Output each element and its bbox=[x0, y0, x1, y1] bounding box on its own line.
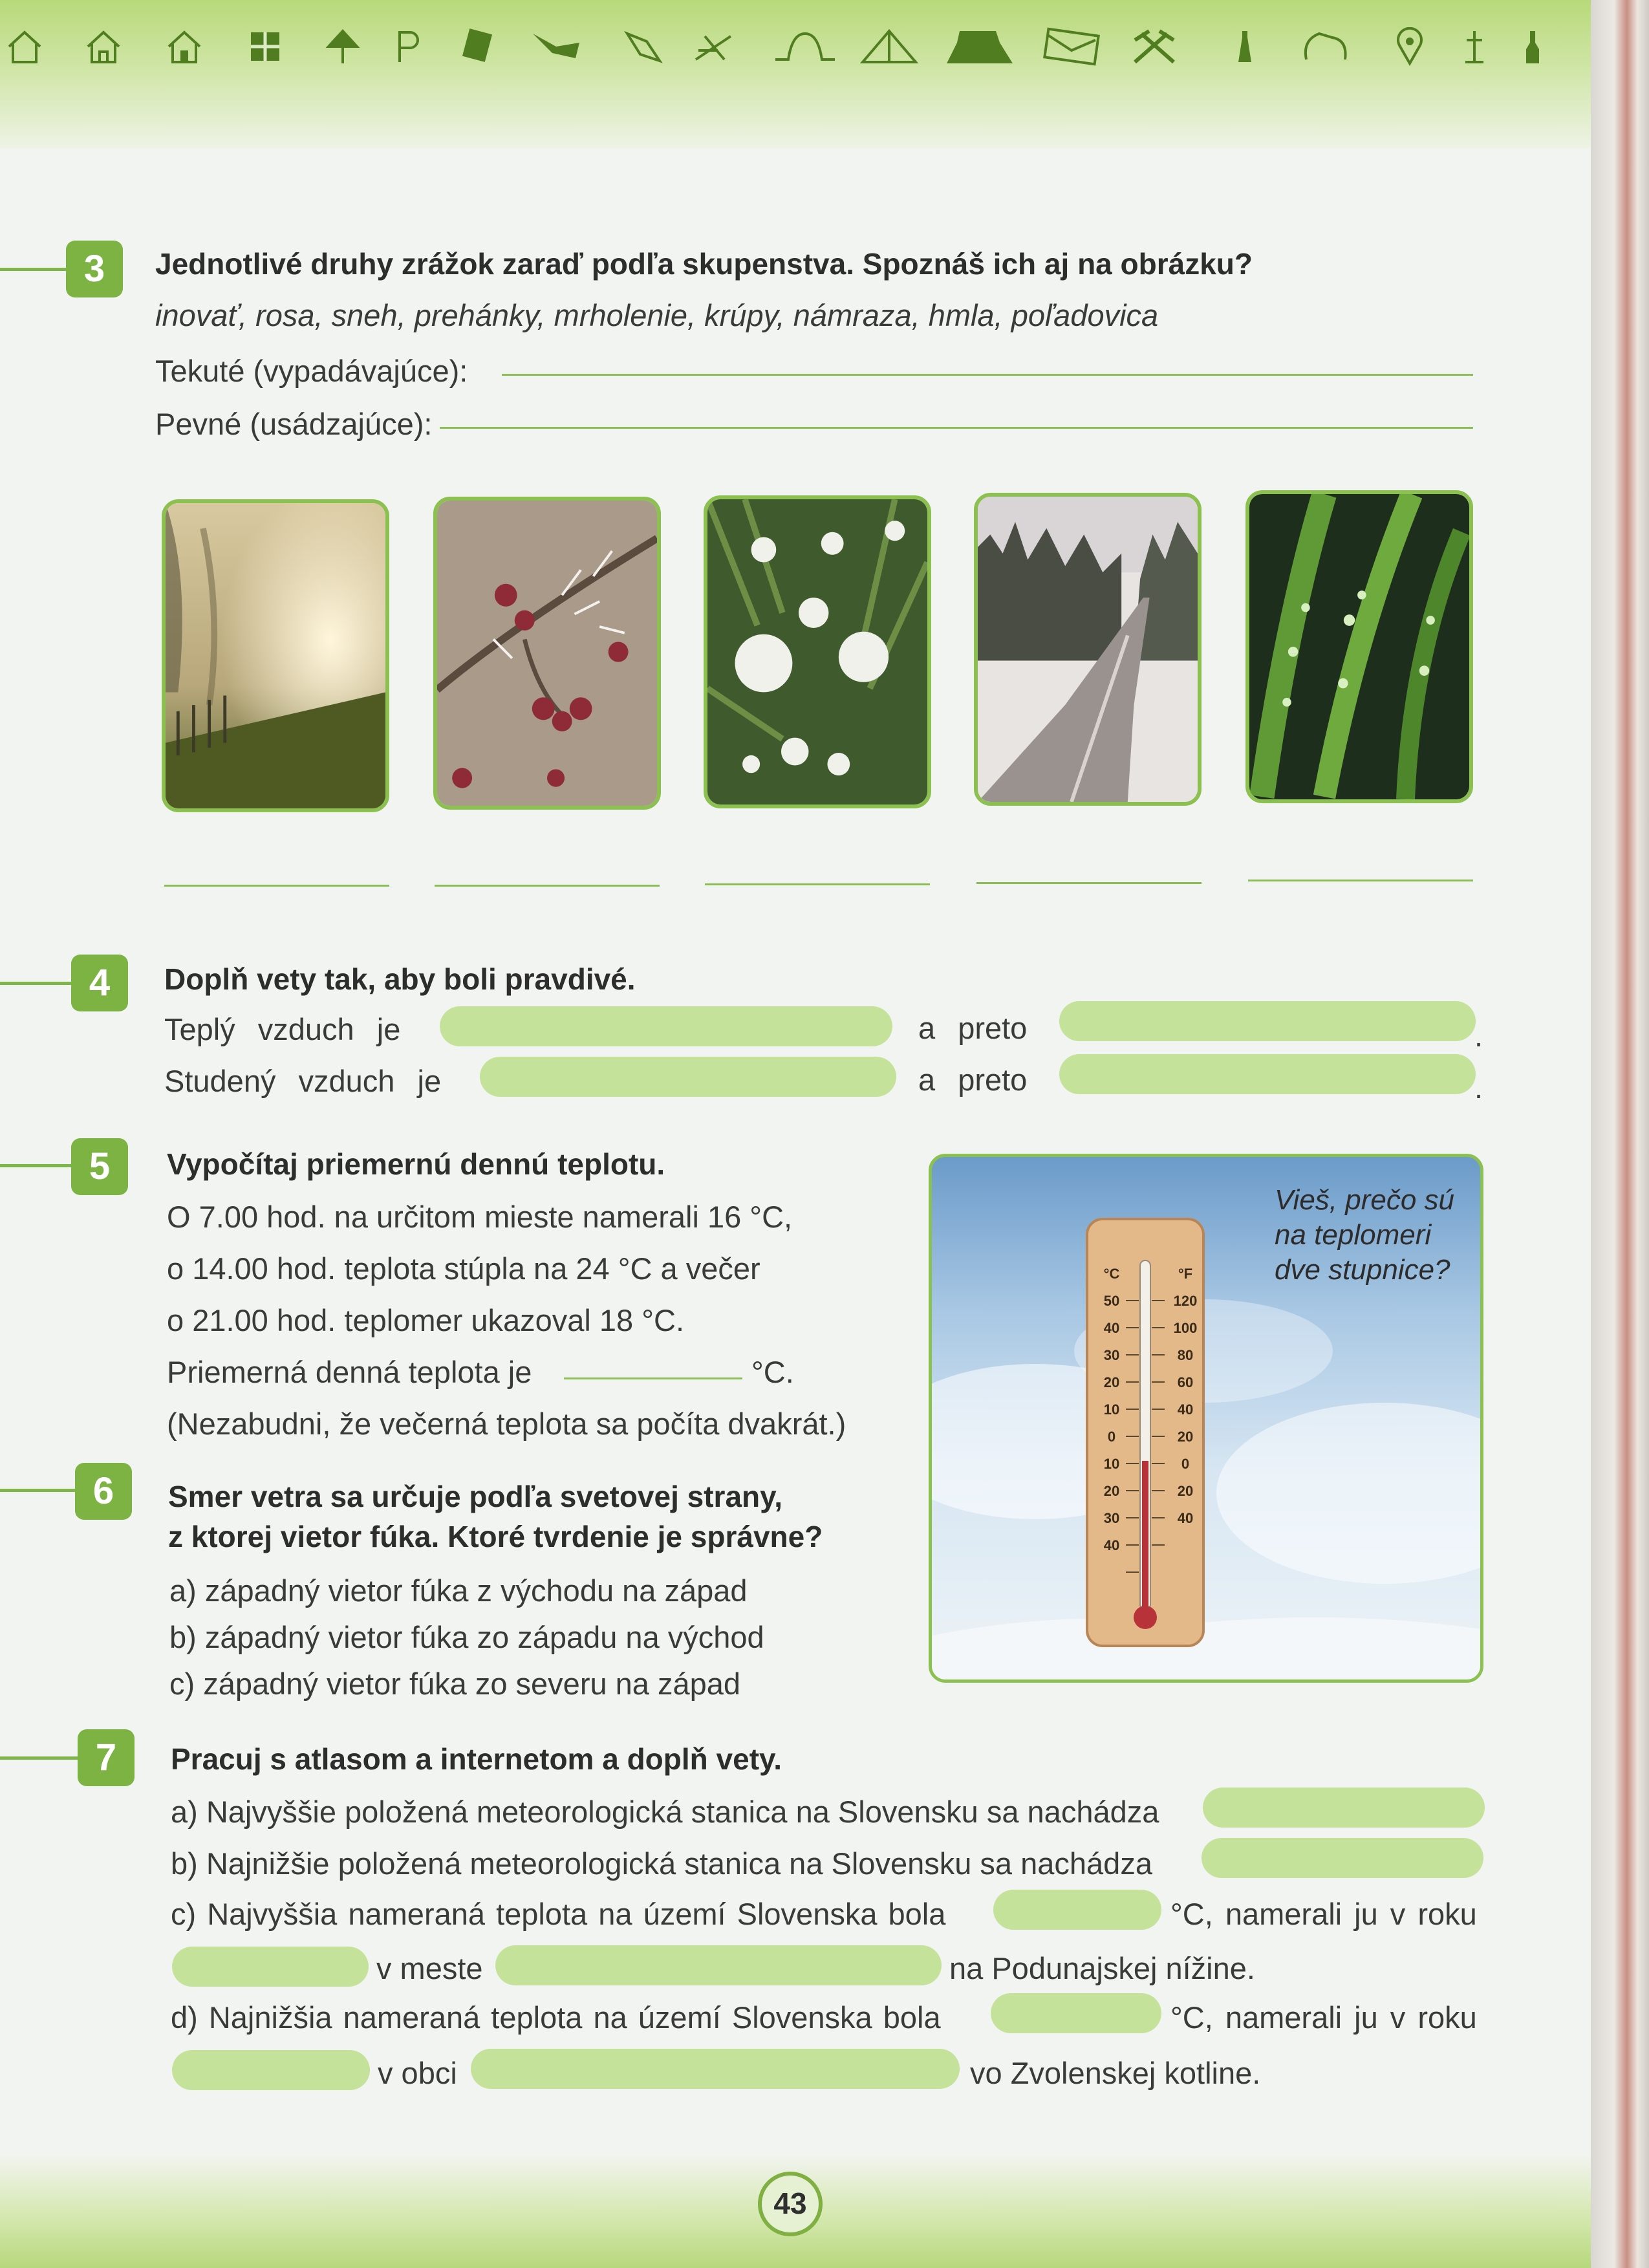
exercise-7-rule bbox=[0, 1756, 83, 1760]
fahrenheit-scale bbox=[1167, 1260, 1203, 1532]
hill-icon bbox=[773, 27, 837, 66]
photo-3-answer-line[interactable] bbox=[705, 883, 930, 885]
average-temp-answer-line[interactable] bbox=[564, 1377, 742, 1379]
fahrenheit-scale-label: 80 bbox=[1177, 1347, 1194, 1363]
thermometer-question bbox=[1275, 1183, 1454, 1288]
church-icon bbox=[621, 27, 666, 66]
warm-air-label: Teplý vzduch je bbox=[164, 1012, 401, 1046]
photo-4-answer-line[interactable] bbox=[976, 882, 1202, 884]
celsius-scale-label: 30 bbox=[1103, 1347, 1120, 1363]
solid-answer-line[interactable] bbox=[440, 427, 1473, 429]
exercise-5-rule bbox=[0, 1164, 78, 1167]
snow-road-photo bbox=[974, 493, 1202, 806]
header-band bbox=[0, 0, 1591, 149]
exercise-6-badge: 6 bbox=[75, 1463, 132, 1520]
exercise-5-line-2: o 14.00 hod. teplota stúpla na 24 °C a večer bbox=[167, 1251, 760, 1286]
celsius-scale-label: 40 bbox=[1103, 1320, 1120, 1336]
exercise-5-badge: 5 bbox=[71, 1138, 128, 1195]
max-temp-city-label: v meste bbox=[376, 1951, 483, 1985]
line2-period: . bbox=[1474, 1070, 1483, 1105]
solid-label: Pevné (usádzajúce): bbox=[155, 407, 433, 441]
celsius-scale-label: 10 bbox=[1103, 1401, 1120, 1418]
exercise-3-word-list: inovať, rosa, sneh, prehánky, mrholenie, krúpy, námraza, hmla, poľadovica bbox=[155, 298, 1159, 332]
celsius-scale-label: 30 bbox=[1103, 1510, 1120, 1526]
exercise-3-title: Jednotlivé druhy zrážok zaraď podľa skupenstva. Spoznáš ich aj na obrázku? bbox=[155, 247, 1253, 281]
photo-1-answer-line[interactable] bbox=[164, 885, 389, 887]
question-line-3: dve stupnice? bbox=[1275, 1254, 1450, 1286]
house-icon bbox=[5, 27, 44, 66]
parking-icon bbox=[388, 27, 427, 66]
line1-period: . bbox=[1474, 1019, 1483, 1053]
exercise-3-badge: 3 bbox=[66, 241, 123, 297]
celsius-scale-label: 40 bbox=[1103, 1537, 1120, 1553]
envelope-icon bbox=[1042, 27, 1101, 66]
exercise-4-title: Doplň vety tak, aby boli pravdivé. bbox=[164, 962, 636, 996]
option-a[interactable]: a) západný vietor fúka z východu na západ bbox=[169, 1573, 748, 1608]
fahrenheit-scale-label: 0 bbox=[1181, 1456, 1190, 1472]
photo-2-answer-line[interactable] bbox=[435, 885, 660, 887]
hammers-icon bbox=[1128, 27, 1180, 66]
min-temp-village-label: v obci bbox=[378, 2056, 457, 2090]
page-edge bbox=[1591, 0, 1649, 2268]
exercise-7-a: a) Najvyššie položená meteorologická stanica na Slovensku sa nachádza bbox=[171, 1795, 1159, 1829]
question-line-1: Vieš, prečo sú bbox=[1275, 1184, 1455, 1216]
celsius-scale-label: °C bbox=[1103, 1266, 1120, 1282]
exercise-5-hint: (Nezabudni, že večerná teplota sa počíta dvakrát.) bbox=[167, 1407, 846, 1441]
liquid-answer-line[interactable] bbox=[502, 374, 1473, 376]
exercise-7-b: b) Najnižšie položená meteorologická stanica na Slovensku sa nachádza bbox=[171, 1846, 1152, 1881]
tent-icon bbox=[860, 27, 918, 66]
average-temp-unit: °C. bbox=[751, 1355, 794, 1389]
exercise-3-rule bbox=[0, 268, 72, 271]
exercise-7-d: d) Najnižšia nameraná teplota na území Slovenska bola bbox=[171, 2000, 941, 2035]
exercise-5-line-3: o 21.00 hod. teplomer ukazoval 18 °C. bbox=[167, 1303, 685, 1337]
highest-station-field[interactable] bbox=[1203, 1787, 1485, 1828]
exercise-6-title-line-1: Smer vetra sa určuje podľa svetovej strany, bbox=[168, 1480, 783, 1513]
min-temp-field[interactable] bbox=[991, 1993, 1161, 2033]
cold-air-label: Studený vzduch je bbox=[164, 1064, 442, 1098]
exercise-7-badge: 7 bbox=[78, 1729, 135, 1786]
min-temp-village-field[interactable] bbox=[471, 2049, 960, 2089]
map-icon bbox=[1300, 27, 1352, 66]
house-icon bbox=[84, 27, 123, 66]
average-temp-label: Priemerná denná teplota je bbox=[167, 1355, 532, 1389]
min-temp-region: vo Zvolenskej kotline. bbox=[970, 2056, 1261, 2090]
min-temp-year-field[interactable] bbox=[172, 2050, 370, 2090]
exercise-7-title: Pracuj s atlasom a internetom a doplň vety. bbox=[171, 1742, 782, 1776]
cross-icon bbox=[1455, 27, 1494, 66]
window-icon bbox=[246, 27, 285, 66]
fahrenheit-scale-label: 100 bbox=[1173, 1320, 1198, 1336]
fahrenheit-scale-label: 60 bbox=[1177, 1374, 1194, 1390]
fahrenheit-scale-label: 120 bbox=[1173, 1293, 1198, 1309]
photo-5-answer-line[interactable] bbox=[1248, 880, 1473, 881]
option-b[interactable]: b) západný vietor fúka zo západu na východ bbox=[169, 1620, 764, 1654]
warm-air-connector: a preto bbox=[918, 1011, 1028, 1045]
exercise-4-badge: 4 bbox=[71, 955, 128, 1011]
exercise-4-rule bbox=[0, 982, 78, 985]
exercise-6-title-line-2: z ktorej vietor fúka. Ktoré tvrdenie je správne? bbox=[168, 1520, 823, 1553]
fog-photo bbox=[162, 499, 389, 812]
hail-photo bbox=[704, 495, 931, 808]
thermometer-image bbox=[929, 1154, 1483, 1683]
hoarfrost-photo bbox=[433, 497, 661, 810]
celsius-scale-label: 0 bbox=[1107, 1429, 1116, 1445]
grave-icon bbox=[692, 27, 737, 66]
lowest-station-field[interactable] bbox=[1202, 1838, 1483, 1878]
icon-strip bbox=[0, 19, 1565, 84]
dew-photo bbox=[1245, 490, 1473, 803]
min-temp-unit: °C, namerali ju v roku bbox=[1170, 2000, 1477, 2035]
option-c[interactable]: c) západný vietor fúka zo severu na západ bbox=[169, 1667, 741, 1701]
max-temp-field[interactable] bbox=[993, 1890, 1161, 1930]
flag-icon bbox=[530, 27, 582, 66]
exercise-6-rule bbox=[0, 1489, 76, 1492]
max-temp-city-field[interactable] bbox=[495, 1945, 942, 1985]
warm-air-property-field[interactable] bbox=[440, 1006, 892, 1046]
celsius-scale-label: 10 bbox=[1103, 1456, 1120, 1472]
fahrenheit-scale-label: 40 bbox=[1177, 1510, 1194, 1526]
max-temp-year-field[interactable] bbox=[172, 1947, 369, 1987]
fahrenheit-scale-label: 40 bbox=[1177, 1401, 1194, 1418]
warm-air-consequence-field[interactable] bbox=[1059, 1001, 1476, 1041]
exercise-7-c: c) Najvyššia nameraná teplota na území Slovenska bola bbox=[171, 1897, 946, 1931]
hut-icon bbox=[944, 27, 1015, 66]
liquid-label: Tekuté (vypadávajúce): bbox=[155, 354, 468, 388]
exercise-5-title: Vypočítaj priemernú dennú teplotu. bbox=[167, 1147, 665, 1181]
celsius-scale bbox=[1094, 1260, 1130, 1559]
cold-air-property-field[interactable] bbox=[480, 1057, 896, 1097]
tree-icon bbox=[323, 27, 362, 66]
bottle-icon bbox=[1513, 27, 1552, 66]
fahrenheit-scale-label: °F bbox=[1178, 1266, 1193, 1282]
question-line-2: na teplomeri bbox=[1275, 1219, 1432, 1251]
parking-sign-icon bbox=[459, 27, 498, 66]
fahrenheit-scale-label: 20 bbox=[1177, 1429, 1194, 1445]
fahrenheit-scale-label: 20 bbox=[1177, 1483, 1194, 1499]
celsius-scale-label: 20 bbox=[1103, 1483, 1120, 1499]
max-temp-unit: °C, namerali ju v roku bbox=[1170, 1897, 1477, 1931]
celsius-scale-label: 50 bbox=[1103, 1293, 1120, 1309]
cold-air-consequence-field[interactable] bbox=[1059, 1054, 1476, 1094]
cold-air-connector: a preto bbox=[918, 1063, 1028, 1097]
page-number: 43 bbox=[758, 2172, 823, 2236]
pin-icon bbox=[1390, 27, 1429, 66]
max-temp-region: na Podunajskej nížine. bbox=[949, 1951, 1255, 1985]
house-icon bbox=[165, 27, 204, 66]
celsius-scale-label: 20 bbox=[1103, 1374, 1120, 1390]
tower-icon bbox=[1225, 27, 1264, 66]
exercise-5-line-1: O 7.00 hod. na určitom mieste namerali 16 °C, bbox=[167, 1200, 793, 1234]
